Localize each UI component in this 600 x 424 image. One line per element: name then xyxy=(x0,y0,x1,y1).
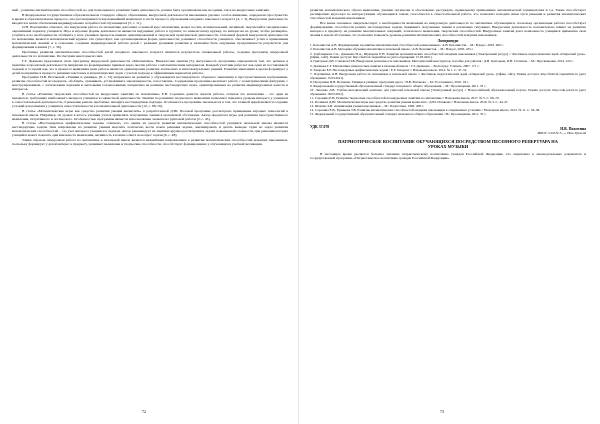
paragraph: В Федеральном государственном образовательном стандарте общего образования, внеурочной деятельности школьников уделено особое внимание, определено пространство и время в образовательном процессе, она рассматривается как важнейший компонент в части процесса образования младшего школьного возраста [4, с. 3]. Внеурочная деятельность вводится в целях обеспечения индивидуальных потребностей обучающихся [5, с. 11]. xyxy=(12,12,288,25)
reference-item: 3. Горбатенкова Г.А., Джакаева Н.А., Шуварова Е.Н. Развитие математических способностей младших школьников [Электронный ресурс] // Фестиваль педагогических идей «Открытый урок». [Офиц. сайт]. Режим доступа: http://festival.1september.ru (дата обращения: 15.03.2021). xyxy=(310,51,586,60)
paragraph: В статье «Развитие творческих способностей на внеурочных занятиях по математике» Е.В. Сорокина делится опытом работы, отмечая что математика – это один из предметов, требующих наибольшего интереса учащихся в совместной деятельности. Занятия по развитию творческого мышления позволяют повысить уровень интереса у учащихся к самостоятельной деятельности, стремление решать проблемы, находить нестандартные подходы. Особенность программы заключается в том, что главной идеей является создание условий для развития у учащихся самостоятельности в познавательной деятельности [12, с. 68–70]. xyxy=(12,91,288,109)
paragraph: Все выше сказанное свидетельствует о необходимости включения во внеурочную деятельность по математике обучающихся, поскольку организация работы способствует формированию способности решать нестандартные задачи, применять полученные знания в различных ситуациях. Внеурочная деятельность положительно влияет на развитие интереса к предмету, на развитие мыслительных операций, логического мышления, творческих способностей. Внеурочные занятия дают возможность учащимся применять свои знания в новой обстановке, что позволяет повысить уровень развития математических способностей младших школьников. xyxy=(310,20,586,37)
article-title: ПАТРИОТИЧЕСКОЕ ВОСПИТАНИЕ ОБУЧАЮЩИХСЯ ПОСРЕДСТВОМ ПЕСЕННОГО РЕПЕРТУАРА НА УРОКАХ МУЗЫКИ xyxy=(338,139,558,150)
paragraph: ний – развитие математических способностей, но для полноценного развития таких деятельность должна быть организована как не одним, так и не внеурочных занятиях. xyxy=(12,8,270,12)
reference-item: 10. Лысенко Л.В. Учебно-методический комплекс для учителей начальной школы [Электронный ресурс] // Всероссийский образовательный портал. Режим доступа: http://edu-portal.ru (дата обращения: 18.03.2021). xyxy=(310,87,586,96)
right-page xyxy=(310,8,586,416)
paragraph: Проблемы развития математических способностей детей младшего школьного возраста являются результатом специальной работы, создавая программу внеурочной деятельности по математике. Рассмотрим некоторые из них. xyxy=(12,49,288,59)
paragraph: О.Н. Портнягина отмечает, что внеурочная работа по математике дополняет основной курс математики, может носить познавательный, активный, творческий и эмоционально окрашенный характер учащихся. Игра и игровые формы деятельности являются ведущими; работа в группах; по внеклассному кружку, по интересам на уроке; чтобы расширить, углубить и по необходимости обобщить у всех учеников процессы внешне ориентированной и творческой практической деятельности. Основной формой внеурочной деятельности по математике является математический кружок. Он существует, как организационная форма деятельности; развивает способности учащихся, обеспечивает успех в применении математических знаний, и в освоении, создании индивидуальной работы детей с разными уровнями развития и наличием быть ощущение продуктивности результатов для формирования в жизни [7, с. 36]. xyxy=(12,25,288,50)
paragraph: Г.Т. Дьячкова предложила свою программу внеурочной деятельности «Математика». Внеклассная занятия [5]. Актуальность программы определяется тем, что ребенок в практике и проектной деятельности направлен на формирование приемов через анализ работы с математическим материалом. Каждый участник работает как один из поставленной задачей, в то время как, что в процессе выявления цели работы является ориентирован развитие логических и интеллектуальных умений. Развитие мышления в целом формирует у детей восприятие в процессе решения текстовых и математических задач с учетом подхода к эффективным вариантам работы. xyxy=(12,58,288,75)
reference-item: 6. Захарова Е.Р. Нестандартные арифметические задачи / Е.Р. Захарова // Начальная школа. 2014. № 1. С. 47–52. xyxy=(310,67,468,72)
reference-item: 1. Белошистая А.В. Формирование и развитие математических способностей дошкольников / А.В. Белошистая. – М.: Владос, 2003. 400 с. xyxy=(310,43,504,48)
paragraph: В статье «Нестандартные арифметические задачи» отмечено, что одним из средств развития математических способностей учащихся начальной школы являются нестандартные задачи. Они направлены на развитие умения мыслить логически, вести поиск решения задачи, анализировать и делать выводы. Одна из задач развития математических способностей – это учет интереса учащихся к задачам. Автор рекомендует на занятиях кружка рассматривать задачи повышенной сложности, при решении которых учащийся может показать оригинальность мышления, активность в поиске ответа на вопрос задачи [6, с. 48]. xyxy=(12,121,288,138)
paragraph: В статье «Математические игры как средство развития умения вычислять» в разработанной Д.Ю. Половой программе рассмотрено применение игровых технологий в начальной школе. Например, на уроках в классе ученики учатся применять полученные знания в незнакомой обстановке. Автор предлагает игры для развития пространственного мышления, ситуативного и логического. Особенностью программы является использование элементов групповой работы [2, с. 45]. xyxy=(12,108,288,121)
paragraph: развитие математического образа мышления, умению логически и обоснованно рассуждать, правильному применению математической терминологии и т.д. Также способствует расширению кругозора по интересующим обучающихся темам, способности к самостоятельной работе, что позволяет находить иные пути решения и развития математических способностей младших школьников. xyxy=(310,8,586,21)
reference-item: 8. Программа И.В. Волчкова. Умники и умницы: программа курса / И.В. Волчкова. – М.: Ростовкнига, 2016. 18 с. xyxy=(310,79,470,84)
reference-item: 9. Федеральный государственный образовательный стандарт начального общего образования. – М.: Просвещение, 2011. 33 с. xyxy=(310,83,487,88)
author-block xyxy=(537,127,586,135)
references-heading: Литература xyxy=(437,38,459,43)
reference-item: 2. Белошистая А.В. Методика обучения математике в начальной школе / А.В. Белошистая. – М.: Владос, 2005. 455 с. xyxy=(310,47,474,52)
paragraph: Программа И.В. Волчковой «Умники и умницы» [8, с. 72] направлена на развитие у обучающихся нестандартного образного мышления в пространственном воображении, развитие способностей исследовать, обобщать, сравнивать, устанавливать закономерности, сопоставлять. Содержание программы включает работу с геометрическими фигурами, с конструированием, с логическими задачами и числовыми головоломками, направлена на решение нестандартных задач, ориентированных на развитие индивидуальных качеств и интересов. xyxy=(12,75,288,92)
reference-item: 5. Дьячкова Г.Т. Математика: внеклассные занятия в начальной школе / Г.Т. Дьячкова. – Волгоград: Учитель, 2007. 171 с. xyxy=(310,63,480,68)
reference-item: 13. Шамова Т.И. Активизация учения школьников. – М.: Педагогика, 1982. 208 с. xyxy=(310,103,424,108)
page-number: 73 xyxy=(440,409,444,414)
author-affiliation: МБОУ «СШ № 3», г. Нью-Уренгой xyxy=(537,131,586,136)
reference-item: 14. Сорокина Е.В., Ермакова Т.В. Развитие математических способностей младших школьников в современных условиях // Начальная школа. 2013. № 11. С. 56–58. xyxy=(310,108,541,113)
author-row xyxy=(310,127,586,135)
page-number: 72 xyxy=(142,409,146,414)
article-intro: В настоящее время уделяется большое значение патриотическому воспитанию граждан Российской Федерации, что закреплено в законодательных документах и государственной программе «Патриотическое воспитание граждан Российской Федерации». xyxy=(310,152,586,161)
udc-code: УДК 37.078 xyxy=(310,125,330,130)
reference-item: 15. Федеральный государственный образовательный стандарт начального общего образования / М.: Просвещение, 2011. 33 с. xyxy=(310,112,487,117)
reference-item: 7. Портнягина О.Н. Внеурочная работа по математике в начальной школе // Фестиваль педагогических идей «Открытый урок». [Офиц. сайт]. Режим доступа: http://festival.1september.ru (дата обращения: 15.03.2021). xyxy=(310,71,586,80)
left-page xyxy=(12,8,288,416)
reference-item: 12. Полякова Д.Ю. Математические игры как средство развития умения вычислять / Д.Ю. Полякова // Начальная школа. 2019. № 3. С. 44–47. xyxy=(310,99,509,104)
author-name: Н.В. Пожотина xyxy=(560,127,586,132)
reference-item: 11. Сорокина Е.В. Развитие творческих способностей на внеурочных занятиях по математике // Начальная школа. 2017. № 5. С. 68–70. xyxy=(310,95,500,100)
left-page-body xyxy=(12,8,288,146)
page-gutter xyxy=(298,0,299,424)
reference-list xyxy=(310,44,586,117)
paragraph: Таким образом, внеурочная работа по математике в начальной школе является важнейшим направлением в развитии математических способностей младших школьников, поскольку формирует у детей интерес к предмету, развивает мышление и творческие способности, способствует формированию у обучающихся учебной мотивации. xyxy=(12,137,288,146)
reference-item: 4. Григорьев Д.В. Степанов П.В. Внеурочная деятельность школьников. Методический конструктор: пособие для учителя / Д.В. Григорьев, П.В. Степанов. – М.: Просвещение, 2014. 223 с. xyxy=(310,59,574,64)
